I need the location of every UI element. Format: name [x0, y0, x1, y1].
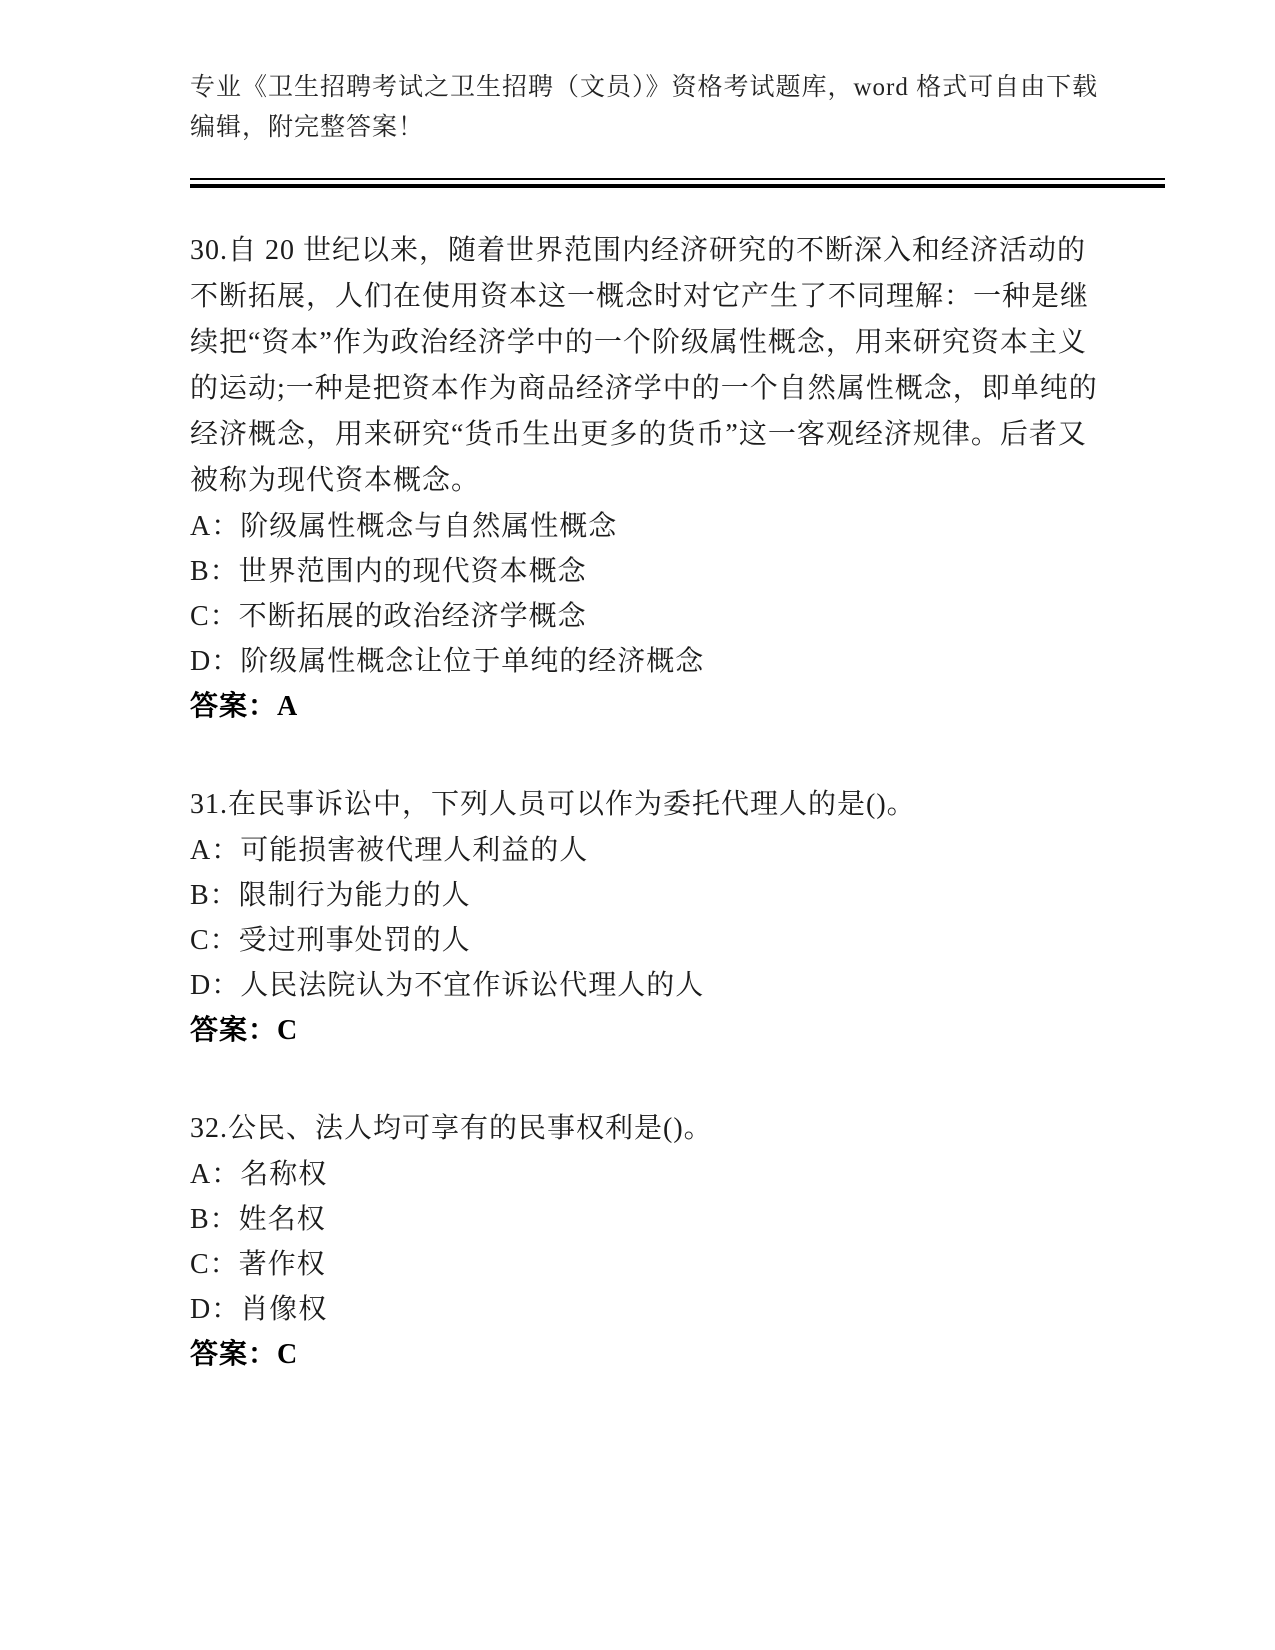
option-a: A：可能损害被代理人利益的人 — [190, 835, 589, 866]
header-divider-rule — [190, 178, 1165, 188]
option-b: B：世界范围内的现代资本概念 — [190, 556, 587, 587]
header-line-2: 编辑，附完整答案！ — [190, 114, 425, 141]
option-b: B：姓名权 — [190, 1204, 326, 1235]
question-block-30 — [190, 228, 1165, 730]
answer-line: 答案：A — [190, 691, 299, 722]
question-block-31 — [190, 782, 1165, 1054]
header-line-1: 专业《卫生招聘考试之卫生招聘（文员）》资格考试题库，word 格式可自由下载 — [190, 74, 1099, 101]
page-content — [190, 68, 1165, 1378]
option-b: B：限制行为能力的人 — [190, 880, 471, 911]
option-c: C：受过刑事处罚的人 — [190, 925, 471, 956]
question-text: 30.自 20 世纪以来，随着世界范围内经济研究的不断深入和经济活动的不断拓展，人们在使用资本这一概念时对它产生了不同理解：一种是继续把“资本”作为政治经济学中的一个阶级属性概念，用来研究资本主义的运动;一种是把资本作为商品经济学中的一个自然属性概念，即单纯的经济概念，用来研究“货币生出更多的货币”这一客观经济规律。后者又被称为现代资本概念。 — [190, 235, 1098, 496]
question-list — [190, 228, 1165, 1378]
question-block-32 — [190, 1106, 1165, 1378]
option-c: C：不断拓展的政治经济学概念 — [190, 601, 587, 632]
option-c: C：著作权 — [190, 1249, 326, 1280]
answer-line: 答案：C — [190, 1339, 299, 1370]
page-header — [190, 68, 1165, 188]
answer-line: 答案：C — [190, 1015, 299, 1046]
option-d: D：阶级属性概念让位于单纯的经济概念 — [190, 646, 705, 677]
question-text: 31.在民事诉讼中，下列人员可以作为委托代理人的是()。 — [190, 789, 916, 820]
option-d: D：肖像权 — [190, 1294, 328, 1325]
option-a: A：阶级属性概念与自然属性概念 — [190, 511, 618, 542]
question-text: 32.公民、法人均可享有的民事权利是()。 — [190, 1113, 713, 1144]
option-d: D：人民法院认为不宜作诉讼代理人的人 — [190, 970, 705, 1001]
option-a: A：名称权 — [190, 1159, 328, 1190]
header-text — [190, 68, 1125, 148]
